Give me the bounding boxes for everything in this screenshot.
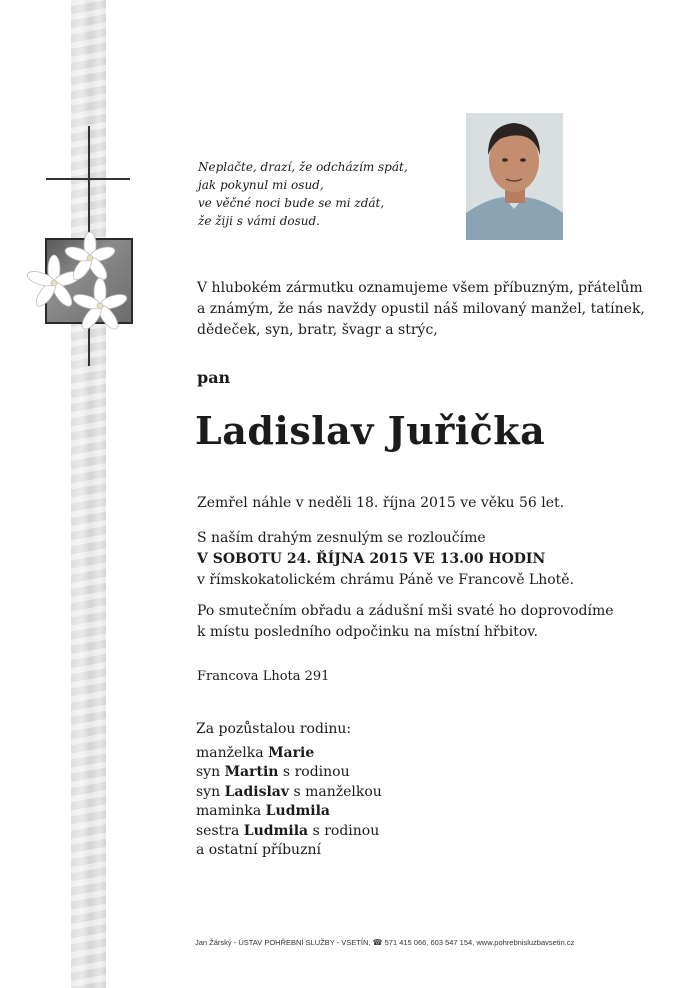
family-member xyxy=(196,783,382,803)
member-name: Marie xyxy=(268,744,315,761)
footer-company: Jan Žárský - ÚSTAV POHŘEBNÍ SLUŽBY - VSETÍN, xyxy=(195,938,371,947)
intro-line: a známým, že nás navždy opustil náš milovaný manžel, tatínek, xyxy=(197,301,645,317)
relation: maminka xyxy=(196,803,266,819)
phone-icon: ☎ xyxy=(372,938,383,947)
death-notice: Zemřel náhle v neděli 18. října 2015 ve věku 56 let. xyxy=(197,495,565,511)
member-name: Martin xyxy=(224,764,279,780)
family-closing: a ostatní příbuzní xyxy=(196,842,321,858)
member-name: Ladislav xyxy=(224,783,289,800)
relation: syn xyxy=(196,783,225,800)
footer xyxy=(195,938,574,947)
address: Francova Lhota 291 xyxy=(197,669,330,684)
funeral-line: k místu posledního odpočinku na místní hřbitov. xyxy=(197,624,538,640)
intro-line: V hlubokém zármutku oznamujeme všem příbuzným, přátelům xyxy=(197,280,643,296)
farewell-line: S naším drahým zesnulým se rozloučíme xyxy=(197,530,486,546)
portrait-photo xyxy=(466,113,563,240)
relation-suffix: s manželkou xyxy=(289,783,382,800)
farewell-place: v římskokatolickém chrámu Páně ve Francově Lhotě. xyxy=(197,572,575,588)
poem-line: jak pokynul mi osud, xyxy=(198,178,324,192)
funeral-line: Po smutečním obřadu a zádušní mši svaté ho doprovodíme xyxy=(197,603,614,619)
family-member xyxy=(196,802,382,822)
poem-line: že žiji s vámi dosud. xyxy=(198,214,320,228)
relation-suffix: s rodinou xyxy=(308,822,380,839)
intro-line: dědeček, syn, bratr, švagr a strýc, xyxy=(197,322,438,338)
deceased-name: Ladislav Juřička xyxy=(195,408,546,453)
member-name: Ludmila xyxy=(265,803,331,819)
intro-text xyxy=(197,278,647,341)
family-list xyxy=(196,720,382,861)
poem-line: Neplačte, drazí, že odcházím spát, xyxy=(198,160,408,174)
portrait-image xyxy=(466,113,563,240)
relation-suffix: s rodinou xyxy=(278,764,350,780)
family-member xyxy=(196,822,382,842)
member-name: Ludmila xyxy=(243,822,309,839)
poem xyxy=(198,158,448,230)
funeral-info xyxy=(197,601,614,643)
farewell-date: V SOBOTU 24. ŘÍJNA 2015 VE 13.00 HODIN xyxy=(197,551,546,567)
farewell-info xyxy=(197,528,574,591)
title-prefix: pan xyxy=(197,368,231,387)
relation: manželka xyxy=(196,744,269,761)
family-member xyxy=(196,763,382,783)
poem-line: ve věčné noci bude se mi zdát, xyxy=(198,196,385,210)
relation: syn xyxy=(196,764,225,780)
family-heading: Za pozůstalou rodinu: xyxy=(196,721,352,737)
relation: sestra xyxy=(196,822,244,839)
family-member xyxy=(196,744,382,764)
lily-flowers-icon xyxy=(22,228,137,338)
cross-horizontal xyxy=(46,178,130,180)
footer-contacts: 571 415 066, 603 547 154, www.pohrebnisluzbavsetin.cz xyxy=(384,938,575,947)
